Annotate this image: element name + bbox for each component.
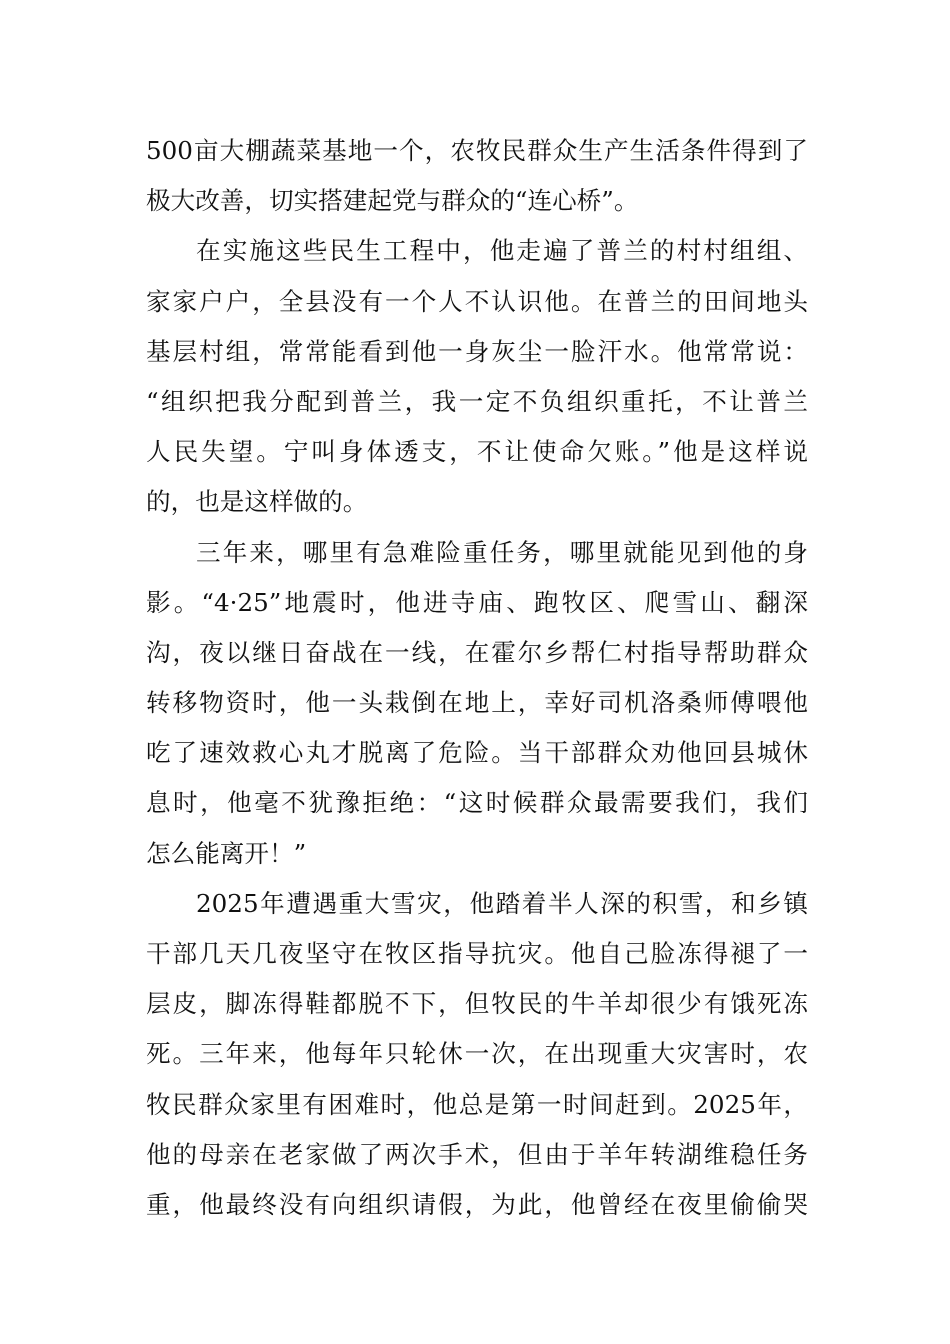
text-line: 他的母亲在老家做了两次手术，但由于羊年转湖维稳任务: [146, 1139, 808, 1169]
body-text: [146, 126, 808, 1230]
text-line: 500亩大棚蔬菜基地一个，农牧民群众生产生活条件得到了: [146, 136, 808, 165]
text-line: 死。三年来，他每年只轮休一次，在出现重大灾害时，农: [146, 1039, 808, 1069]
text-line: “组织把我分配到普兰，我一定不负组织重托，不让普兰: [146, 386, 808, 416]
text-line: 的，也是这样做的。: [146, 487, 368, 517]
paragraph-first-line: 三年来，哪里有急难险重任务，哪里就能见到他的身: [196, 537, 808, 567]
text-line: 转移物资时，他一头栽倒在地上，幸好司机洛桑师傅喂他: [146, 688, 808, 718]
text-line: 吃了速效救心丸才脱离了危险。当干部群众劝他回县城休: [146, 738, 808, 768]
text-line: 基层村组，常常能看到他一身灰尘一脸汗水。他常常说：: [146, 336, 808, 366]
text-line: 家家户户，全县没有一个人不认识他。在普兰的田间地头: [146, 286, 808, 316]
paragraph-first-line: 在实施这些民生工程中，他走遍了普兰的村村组组、: [196, 236, 808, 266]
text-line: 息时，他毫不犹豫拒绝：“这时候群众最需要我们，我们: [146, 788, 808, 818]
text-line: 层皮，脚冻得鞋都脱不下，但牧民的牛羊却很少有饿死冻: [146, 989, 808, 1019]
text-line: 影。“4·25”地震时，他进寺庙、跑牧区、爬雪山、翻深: [146, 587, 808, 617]
text-line: 重，他最终没有向组织请假，为此，他曾经在夜里偷偷哭: [146, 1189, 808, 1219]
paragraph-first-line: 2025年遭遇重大雪灾，他踏着半人深的积雪，和乡镇: [196, 888, 808, 918]
text-line: 沟，夜以继日奋战在一线，在霍尔乡帮仁村指导帮助群众: [146, 637, 808, 667]
text-line: 怎么能离开！”: [146, 838, 307, 868]
text-line: 干部几天几夜坚守在牧区指导抗灾。他自己脸冻得褪了一: [146, 939, 808, 968]
text-line: 极大改善，切实搭建起党与群众的“连心桥”。: [146, 186, 639, 216]
text-line: 牧民群众家里有困难时，他总是第一时间赶到。2025年，: [146, 1089, 808, 1119]
text-line: 人民失望。宁叫身体透支，不让使命欠账。”他是这样说: [146, 437, 808, 467]
